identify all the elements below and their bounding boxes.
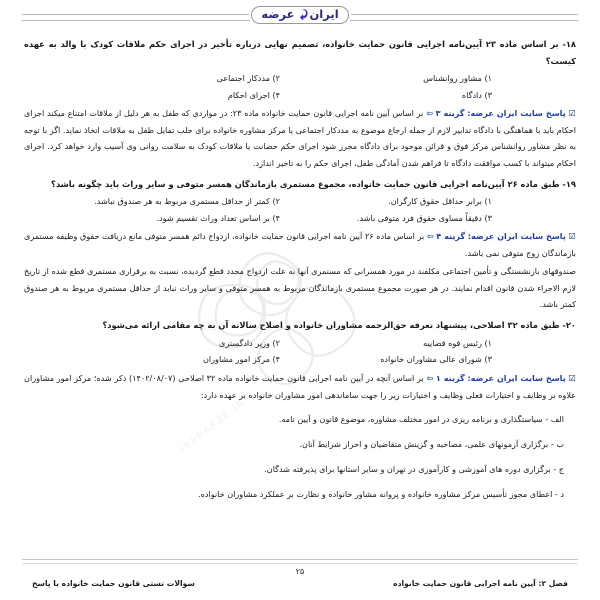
answer-body-20: بر اساس آنچه در آیین نامه اجرایی قانون حمایت خانواده ماده ۳۲ اصلاحی (۱۴۰۲/۰۸/۰۷) ذکر شده؛ مرکز امور مشاوران علاوه بر وظایف و اختیارات فعلی وظایف و اختیارات زیر را جهت ساماندهی امور مشاوران خانواده بر عهده دارد: (24, 372, 576, 400)
option-19-2[interactable]: ۲) کمتر از حداقل مستمری مربوط به هر صندوق نباشد. (94, 196, 280, 207)
masthead (22, 0, 578, 30)
answer-body-19: بر اساس ماده ۲۶ آیین نامه اجرایی قانون حمایت خانواده، ازدواج دائم همسر متوفی مانع دریافت حقوق وظیفه مستمری بازماندگان زوج متوفی نمی باشد. (24, 231, 576, 259)
page-number: ۲۵ (295, 567, 305, 576)
arrow-icon: ⇦ (426, 372, 434, 383)
header-rule-right (340, 14, 578, 21)
answer-19 (22, 228, 578, 261)
option-19-3[interactable]: ۳) دقیقاً مساوی حقوق فرد متوفی باشد. (356, 212, 492, 223)
checkbox-icon: ☑ (568, 231, 577, 242)
option-18-3[interactable]: ۳) دادگاه (461, 89, 492, 100)
logo-text-right: ایران (309, 6, 339, 21)
answer-label-19: پاسخ سایت ایران عرضه: (467, 231, 566, 242)
option-row (22, 87, 578, 104)
question-text-18: بر اساس ماده ۲۳ آیین‌نامه اجرایی قانون حمایت خانواده، تصمیم نهایی درباره تأخیر در اجرای حکم ملاقات کودک با والد به عهده کیست؟ (24, 39, 576, 66)
logo-text-left: عرضه (261, 6, 295, 21)
options-19 (22, 193, 578, 226)
arrow-icon: ⇦ (426, 108, 433, 119)
answer-choice-19: گزینه ۴ (436, 231, 466, 242)
answer-choice-20: گزینه ۱ (435, 372, 465, 383)
options-18 (22, 70, 578, 103)
option-20-3[interactable]: ۳) شورای عالی مشاوران خانواده (380, 354, 492, 365)
option-row (22, 193, 578, 210)
question-text-20: طبق ماده ۳۲ اصلاحی، پیشنهاد تعرفه حق‌الزحمه مشاوران خانواده و اصلاح سالانه آن به چه مقامی ارائه می‌شود؟ (102, 320, 560, 331)
site-logo (251, 6, 348, 24)
question-number-18: ۱۸- (562, 39, 576, 49)
question-stem-20 (22, 317, 578, 334)
answer-label-18: پاسخ سایت ایران عرضه: (467, 108, 566, 119)
option-20-2[interactable]: ۲) وزیر دادگستری (219, 337, 280, 348)
answer-choice-18: گزینه ۳ (435, 108, 465, 119)
footer-chapter-title: فصل ۲: آیین نامه اجرایی قانون حمایت خانواده (393, 579, 568, 588)
sub-item-jim: ج - برگزاری دوره های آموزشی و کارآموزی در تهران و سایر استانها برای پذیرفته شدگان. (264, 464, 564, 475)
question-stem-18 (22, 36, 578, 69)
page-footer (22, 559, 578, 588)
option-row (22, 70, 578, 87)
answer-body-18: بر اساس آیین نامه اجرایی قانون حمایت خانواده ماده ۲۳: در مواردی که طفل به هر دلیل از ملاقات امتناع میکند اجرای احکام باید با هماهنگی با دادگاه تدابیر لازم از جمله ارجاع موضوع به مددکار اجتماعی یا مرکز مشاوره خانواده برای جلب تمایل طفل به ملاقات اتخاذ نماید. اگر با توجه به نظر مشاور روانشناس مرکز فوق و قرائن موجود برای دادگاه محرز شود اجرای حکم حضانت یا ملاقات کودک به سلامت روانی وی آسیب وارد خواهد کرد. اجرای احکام میتواند با کسب موافقت دادگاه تا فراهم شدن آمادگی طفل، اجرای حکم را به تاخیر اندازد. (24, 108, 576, 168)
answer-20 (22, 370, 578, 403)
sub-item-alef: الف - سیاستگذاری و برنامه ریزی در امور مختلف مشاوره، موضوع قانون و آیین نامه. (278, 413, 564, 424)
question-stem-19 (22, 176, 578, 193)
checkbox-icon: ☑ (568, 372, 576, 383)
question-number-19: ۱۹- (562, 178, 576, 189)
option-20-4[interactable]: ۴) مرکز امور مشاوران (202, 354, 280, 365)
answer-extra-19: صندوقهای بازنشستگی و تأمین اجتماعی مکلفند در مورد همسرانی که مستمری آنها به علت ازدواج مجدد قطع گردیده، نسبت به برقراری مستمری قطع شده از تاریخ لازم الاجراء شدن قانون اقدام نمایند. در هر صورت مجموع مستمری بازماندگان مربوط به همسر متوفی و سایر وراث نباید از حداقل مستمری مربوط به هر صندوق کمتر باشد. (24, 266, 576, 309)
down-arrow-icon (295, 8, 308, 21)
page-content (22, 30, 578, 503)
option-row (22, 351, 578, 368)
footer-book-title: سوالات تستی قانون حمایت خانواده با پاسخ (32, 579, 195, 588)
sub-item-be: ب - برگزاری آزمونهای علمی، مصاحبه و گزینش متقاضیان و احراز شرایط آنان. (299, 438, 564, 449)
option-19-4[interactable]: ۴) بر اساس تعداد وراث تقسیم شود. (156, 212, 280, 223)
option-18-4[interactable]: ۴) اجرای احکام (227, 89, 280, 100)
footer-divider (22, 559, 578, 564)
option-18-1[interactable]: ۱) مشاور روانشناس (423, 73, 492, 84)
footer-row (22, 579, 578, 588)
header-rule-left (22, 14, 260, 21)
answer-label-20: پاسخ سایت ایران عرضه: (467, 372, 566, 383)
option-18-2[interactable]: ۲) مددکار اجتماعی (216, 73, 280, 84)
sub-item-dal: د - اعطای مجوز تأسیس مرکز مشاوره خانواده و پروانه مشاور خانواده و نظارت بر عملکرد مشاوران خانواده. (198, 489, 564, 500)
option-20-1[interactable]: ۱) رئیس قوه قضاییه (423, 337, 492, 348)
checkbox-icon: ☑ (568, 108, 576, 119)
options-20 (22, 335, 578, 368)
option-19-1[interactable]: ۱) برابر حداقل حقوق کارگران. (388, 196, 492, 207)
answer-18 (22, 105, 578, 170)
option-row (22, 335, 578, 352)
option-row (22, 210, 578, 227)
svg-text:IRANARZE.IR: IRANARZE.IR (178, 397, 248, 455)
question-text-19: طبق ماده ۲۶ آیین‌نامه اجرایی قانون حمایت خانواده، مجموع مستمری بازماندگان همسر متوفی و سایر وراث باید چگونه باشد؟ (51, 178, 560, 189)
question-number-20: ۲۰- (562, 320, 576, 331)
arrow-icon: ⇦ (426, 231, 434, 242)
